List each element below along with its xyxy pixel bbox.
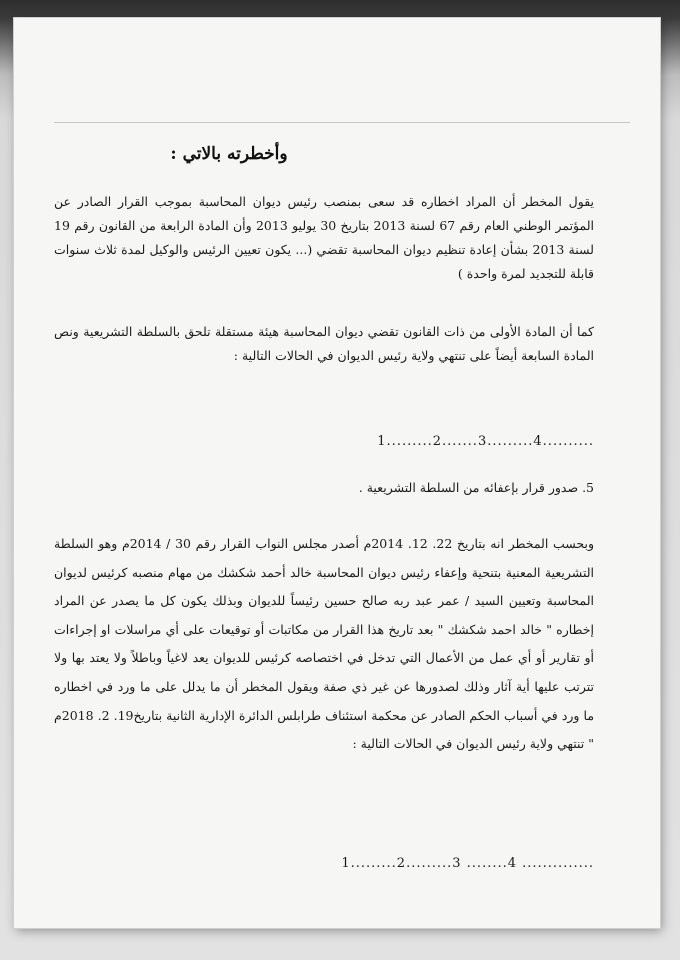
list-1: 1.........2.......3.........4.......... [377,434,594,449]
list-item-5: 5. صدور قرار بإعفائه من السلطة التشريعية . [358,480,594,495]
paragraph-2: كما أن المادة الأولى من ذات القانون تقضي ديوان المحاسبة هيئة مستقلة تلحق بالسلطة التشريعية ونص المادة السابعة أيضاً على تنتهي ولاية رئيس الديوان في الحالات التالية : [54,324,594,363]
paragraph-1: يقول المخطر أن المراد اخطاره قد سعى بمنصب رئيس ديوان المحاسبة بموجب القرار الصادر عن المؤتمر الوطني العام رقم 67 لسنة 2013 بتاريخ 30 يوليو 2013 وأن المادة الرابعة من القانون رقم 19 لسنة 2013 بشأن إعادة تنظيم ديوان المحاسبة تقضي (... يكون تعيين الرئيس والوكيل لمدة ثلاث سنوات قابلة للتجديد لمرة واحدة ) [54,194,595,281]
list-2: 1.........2.........3 ........4 .............. [341,856,594,871]
document-page [14,18,660,928]
page-top-rule [54,122,630,123]
paragraph-3: وبحسب المخطر انه بتاريخ 22. 12. 2014م أصدر مجلس النواب القرار رقم 30 / 2014م وهو السلطة التشريعية المعنية بتنحية وإعفاء رئيس ديوان المحاسبة خالد أحمد شكشك من مهام منصبه كرئيس لديوان المحاسبة وتعيين السيد / عمر عبد ربه صالح حسين رئيساً للديوان وبذلك يكون كل ما يصدر عن المراد إخطاره " خالد احمد شكشك " بعد تاريخ هذا القرار من مكاتبات أو توقيعات على أي مراسلات او إجراءات أو تقارير أو أي عمل من الأعمال التي تدخل في اختصاصه كرئيس للديوان يعد لاغياً وباطلاً ولا يعتد بها ولا تترتب عليها أية آثار وذلك لصدورها عن غير ذي صفة ويقول المخطر أن ما يدلل على ما ورد في اخطاره ما ورد في أسباب الحكم الصادر عن محكمة استئناف طرابلس الدائرة الإدارية الثانية بتاريخ19. 2. 2018م " تنتهي ولاية رئيس الديوان في الحالات التالية : [54,536,595,752]
document-heading: وأخطرته بالاتي : [170,144,288,164]
